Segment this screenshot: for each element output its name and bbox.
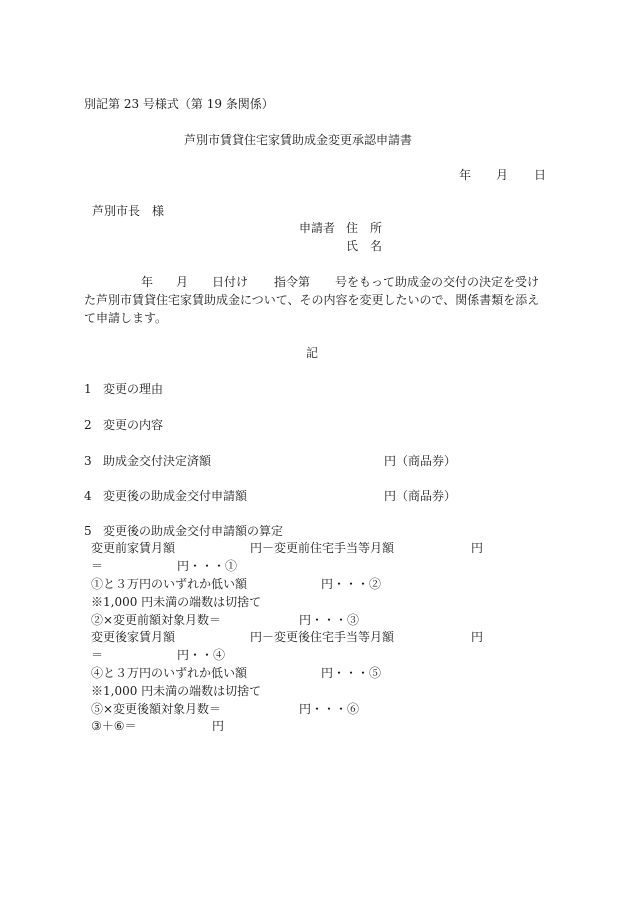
sum-label: ③＋⑥＝ [91, 719, 137, 733]
item-unit: 円（商品券） [384, 489, 457, 503]
result-1: 円・・・① [177, 559, 238, 573]
item-number: 4 [84, 489, 92, 503]
sum-result: 円 [212, 719, 225, 733]
lower-2-result: 円・・・⑤ [321, 666, 382, 680]
rounding-note-1: ※1,000 円未満の端数は切捨て [91, 595, 262, 609]
multiply-2-label: ⑤×変更後額対象月数＝ [91, 702, 222, 716]
body-line1-rest: 号をもって助成金の交付の決定を受け [335, 275, 540, 289]
multiply-1-label: ②×変更前額対象月数＝ [91, 613, 222, 627]
result-2: 円・・④ [177, 648, 226, 662]
ki-heading: 記 [306, 346, 319, 360]
multiply-2-result: 円・・・⑥ [299, 702, 360, 716]
lower-1-label: ①と３万円のいずれか低い額 [91, 577, 248, 591]
before-minus-label: 円－変更前住宅手当等月額 [250, 541, 395, 555]
applicant-name-label: 氏 名 [346, 239, 383, 253]
body-month: 月 [176, 275, 189, 289]
lower-2-label: ④と３万円のいずれか低い額 [91, 666, 248, 680]
after-minus-label: 円－変更後住宅手当等月額 [250, 630, 395, 644]
item-label: 変更後の助成金交付申請額の算定 [103, 524, 284, 538]
body-line3: て申請します。 [84, 311, 168, 325]
date-month: 月 [496, 168, 509, 182]
lower-1-result: 円・・・② [321, 577, 382, 591]
document-title: 芦別市賃貸住宅家賃助成金変更承認申請書 [184, 133, 413, 147]
applicant-address-label: 住 所 [346, 221, 383, 235]
item-label: 変更後の助成金交付申請額 [103, 489, 248, 503]
date-day: 日 [534, 168, 547, 182]
addressee: 芦別市長 様 [92, 204, 165, 218]
date-year: 年 [459, 168, 472, 182]
body-year: 年 [141, 275, 154, 289]
item-number: 3 [84, 454, 92, 468]
body-dated: 日付け [212, 275, 249, 289]
item-label: 助成金交付決定済額 [103, 454, 212, 468]
before-rent-label: 変更前家賃月額 [91, 541, 176, 555]
item-number: 5 [84, 524, 92, 538]
equals-1: ＝ [91, 559, 104, 573]
item-label: 変更の理由 [103, 382, 164, 396]
after-rent-label: 変更後家賃月額 [91, 630, 176, 644]
multiply-1-result: 円・・・③ [299, 613, 360, 627]
after-yen-end: 円 [471, 630, 484, 644]
item-unit: 円（商品券） [384, 454, 457, 468]
body-order: 指令第 [274, 275, 311, 289]
item-label: 変更の内容 [103, 418, 164, 432]
item-number: 1 [84, 382, 92, 396]
body-line2: た芦別市賃貸住宅家賃助成金について、その内容を変更したいので、関係書類を添え [84, 293, 540, 307]
equals-2: ＝ [91, 648, 104, 662]
applicant-label: 申請者 [299, 221, 336, 235]
rounding-note-2: ※1,000 円未満の端数は切捨て [91, 684, 262, 698]
item-number: 2 [84, 418, 92, 432]
form-label: 別記第 23 号様式（第 19 条関係） [84, 97, 274, 111]
before-yen-end: 円 [471, 541, 484, 555]
